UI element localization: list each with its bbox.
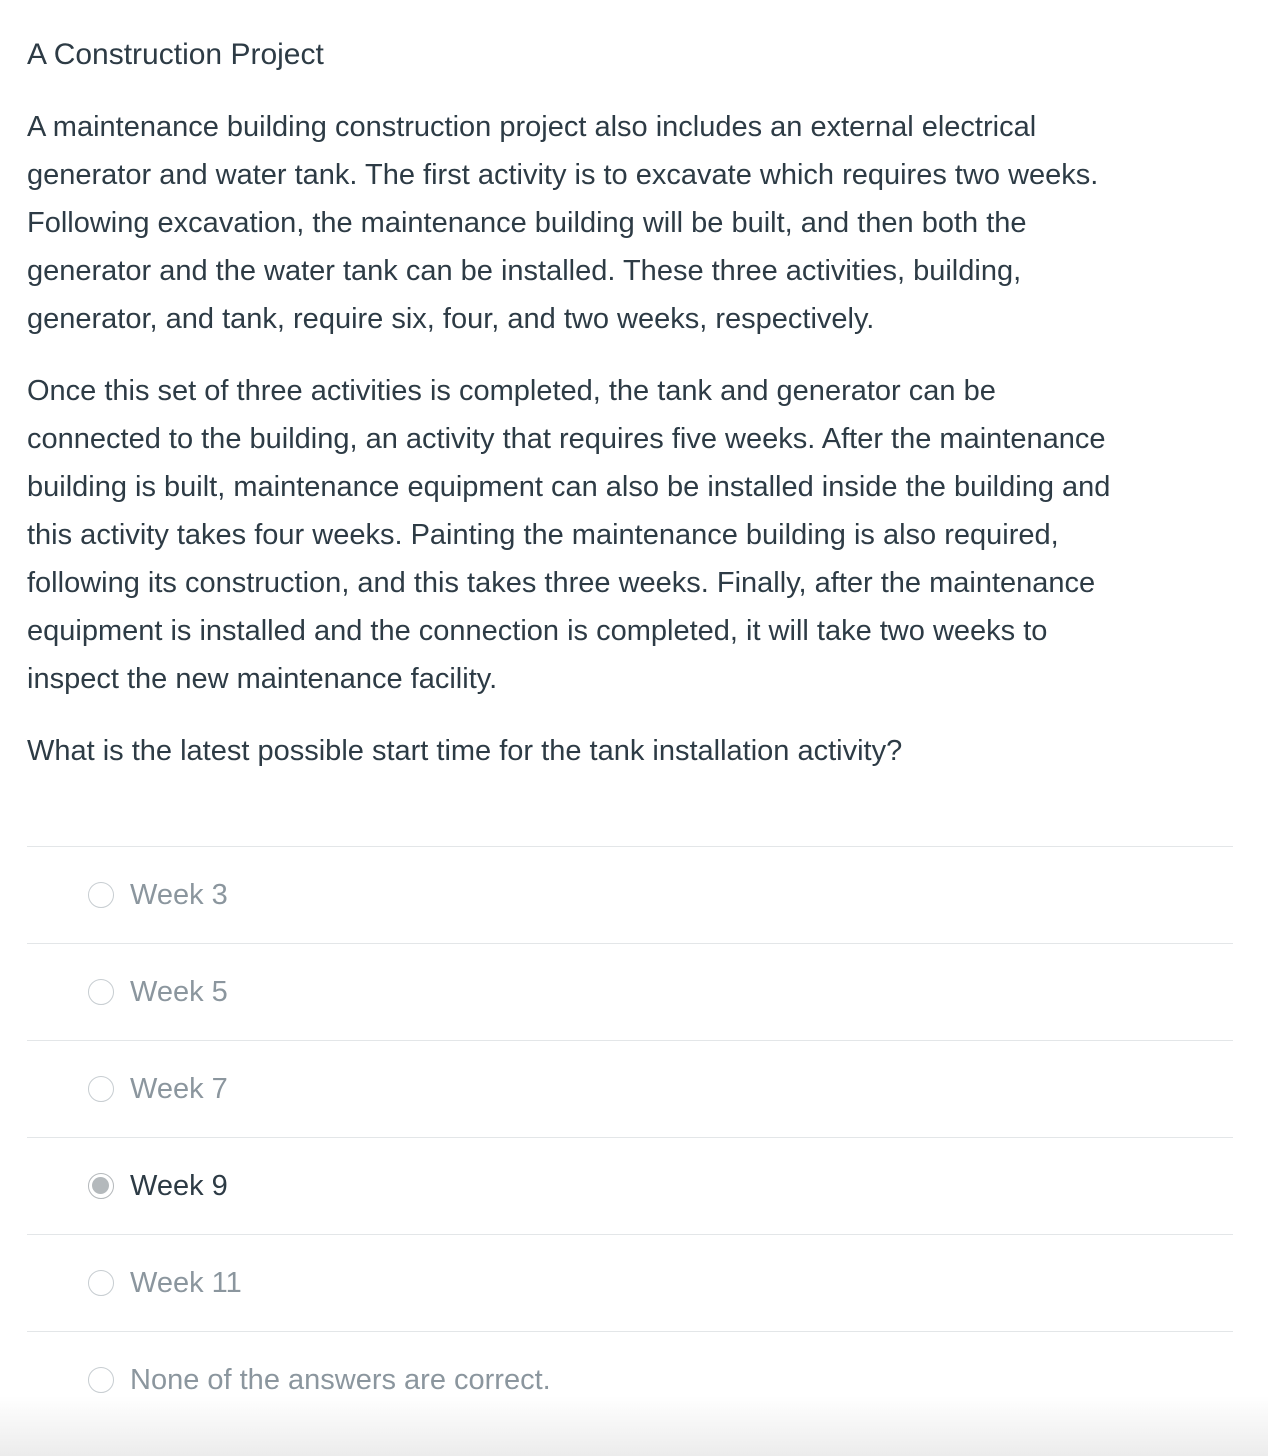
radio-button[interactable] (88, 1076, 114, 1102)
answer-option-week-9[interactable] (27, 1137, 1233, 1234)
paragraph-line: this activity takes four weeks. Painting the maintenance building is also required, (27, 519, 1059, 551)
paragraph-line: generator and the water tank can be installed. These three activities, building, (27, 255, 1022, 287)
paragraph-line: generator, and tank, require six, four, and two weeks, respectively. (27, 303, 875, 335)
radio-button[interactable] (88, 1367, 114, 1393)
answer-label: Week 9 (130, 1170, 228, 1202)
answer-label: Week 5 (130, 976, 228, 1008)
radio-button[interactable] (88, 882, 114, 908)
prompt-text: What is the latest possible start time for the tank installation activity? (27, 735, 903, 767)
paragraph-line: Following excavation, the maintenance building will be built, and then both the (27, 207, 1027, 239)
paragraph-line: generator and water tank. The first activity is to excavate which requires two weeks. (27, 159, 1099, 191)
answer-option-week-7[interactable] (27, 1040, 1233, 1137)
paragraph-line: inspect the new maintenance facility. (27, 663, 498, 695)
paragraph-line: equipment is installed and the connection is completed, it will take two weeks to (27, 615, 1048, 647)
answer-option-week-3[interactable] (27, 846, 1233, 943)
question-prompt (27, 727, 1233, 775)
answer-label: Week 7 (130, 1073, 228, 1105)
paragraph-line: building is built, maintenance equipment can also be installed inside the building and (27, 471, 1111, 503)
radio-button[interactable] (88, 1270, 114, 1296)
paragraph-line: Once this set of three activities is completed, the tank and generator can be (27, 375, 996, 407)
answer-label: None of the answers are correct. (130, 1364, 551, 1396)
question-paragraph-2 (27, 367, 1233, 703)
answer-label: Week 11 (130, 1267, 242, 1299)
answer-option-week-11[interactable] (27, 1234, 1233, 1331)
paragraph-line: following its construction, and this takes three weeks. Finally, after the maintenance (27, 567, 1096, 599)
question-title: A Construction Project (27, 38, 324, 71)
answer-option-week-5[interactable] (27, 943, 1233, 1040)
paragraph-line: connected to the building, an activity that requires five weeks. After the maintenance (27, 423, 1106, 455)
radio-button[interactable] (88, 979, 114, 1005)
answer-label: Week 3 (130, 879, 228, 911)
answer-list (27, 846, 1233, 1428)
question-paragraph-1 (27, 103, 1233, 343)
paragraph-line: A maintenance building construction project also includes an external electrical (27, 111, 1037, 143)
answer-option-none-correct[interactable] (27, 1331, 1233, 1428)
radio-button-selected[interactable] (88, 1173, 114, 1199)
